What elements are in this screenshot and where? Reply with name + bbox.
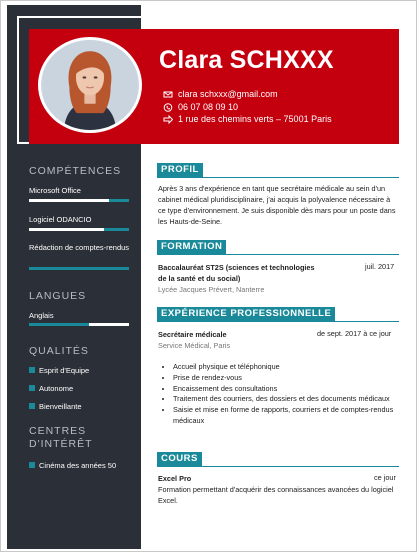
interest-bullet bbox=[29, 462, 35, 468]
list-item: • Encaissement des consultations bbox=[173, 384, 398, 395]
list-item: • Accueil physique et téléphonique bbox=[173, 362, 398, 373]
interest-item: Cinéma des années 50 bbox=[39, 461, 117, 470]
skill-label: Logiciel ODANCIO bbox=[29, 215, 92, 224]
course-text: Formation permettant d'acquérir des connaissances avancées du logiciel Excel. bbox=[158, 485, 394, 505]
experience-date: de sept. 2017 à ce jour bbox=[317, 329, 392, 338]
education-degree: Baccalauréat ST2S (sciences et technologies de la santé et du social) bbox=[158, 263, 315, 283]
experience-heading: EXPÉRIENCE PROFESSIONNELLE bbox=[157, 307, 335, 321]
quality-bullet bbox=[29, 367, 35, 373]
address-icon bbox=[163, 115, 173, 124]
contact-email bbox=[163, 89, 278, 99]
skills-heading: COMPÉTENCES bbox=[29, 165, 122, 177]
email-text: clara schxxx@gmail.com bbox=[178, 89, 278, 99]
skill-level-bar bbox=[29, 228, 129, 231]
quality-item: Esprit d'Equipe bbox=[39, 366, 90, 375]
quality-item: Autonome bbox=[39, 384, 74, 393]
courses-heading: COURS bbox=[157, 452, 202, 466]
experience-place: Service Médical, Paris bbox=[158, 341, 231, 350]
contact-phone bbox=[163, 102, 238, 112]
skill-label: Rédaction de comptes-rendus bbox=[29, 243, 130, 252]
list-item: • Saisie et mise en forme de rapports, courriers et de comptes-rendus médicaux bbox=[173, 405, 398, 427]
education-heading: FORMATION bbox=[157, 240, 226, 254]
quality-bullet bbox=[29, 385, 35, 391]
course-date: ce jour bbox=[374, 473, 396, 482]
skill-level-bar bbox=[29, 199, 129, 202]
quality-bullet bbox=[29, 403, 35, 409]
skill-level-fill bbox=[29, 228, 104, 231]
quality-item: Bienveillante bbox=[39, 402, 82, 411]
profile-heading: PROFIL bbox=[157, 163, 203, 177]
course-name: Excel Pro bbox=[158, 474, 192, 483]
phone-icon bbox=[163, 103, 173, 112]
address-text: 1 rue des chemins verts – 75001 Paris bbox=[178, 114, 332, 124]
experience-role: Secrétaire médicale bbox=[158, 330, 227, 339]
skill-level-bar bbox=[29, 267, 129, 270]
skill-level-fill bbox=[29, 199, 109, 202]
contact-address bbox=[163, 114, 332, 124]
section-rule bbox=[157, 466, 399, 467]
candidate-name: Clara SCHXXX bbox=[159, 46, 334, 74]
list-item: • Prise de rendez-vous bbox=[173, 373, 398, 384]
language-level-fill bbox=[89, 323, 129, 326]
interests-heading: CENTRES D'INTÉRÊT bbox=[29, 425, 93, 450]
envelope-icon bbox=[163, 90, 173, 99]
experience-duties-list bbox=[173, 362, 398, 427]
phone-text: 06 07 08 09 10 bbox=[178, 102, 239, 112]
list-item: • Traitement des courriers, des dossiers et des documents médicaux bbox=[173, 394, 398, 405]
language-label: Anglais bbox=[29, 311, 54, 320]
section-rule bbox=[157, 321, 399, 322]
skill-label: Microsoft Office bbox=[29, 186, 81, 195]
section-rule bbox=[157, 254, 399, 255]
qualities-heading: QUALITÉS bbox=[29, 345, 89, 357]
profile-photo bbox=[38, 37, 142, 133]
language-level-bar bbox=[29, 323, 129, 326]
education-date: juil. 2017 bbox=[365, 262, 395, 271]
profile-text: Après 3 ans d'expérience en tant que secrétaire médicale au sein d'un cabinet médical pluridisciplinaire, j'ai acquis la polyvalence nécessaire à ce type d'environnement. Je suis disponible dès mars pour un poste dans les Hauts-de-Seine. bbox=[158, 184, 396, 226]
languages-heading: LANGUES bbox=[29, 290, 87, 302]
education-school: Lycée Jacques Prévert, Nanterre bbox=[158, 285, 265, 294]
section-rule bbox=[157, 177, 399, 178]
